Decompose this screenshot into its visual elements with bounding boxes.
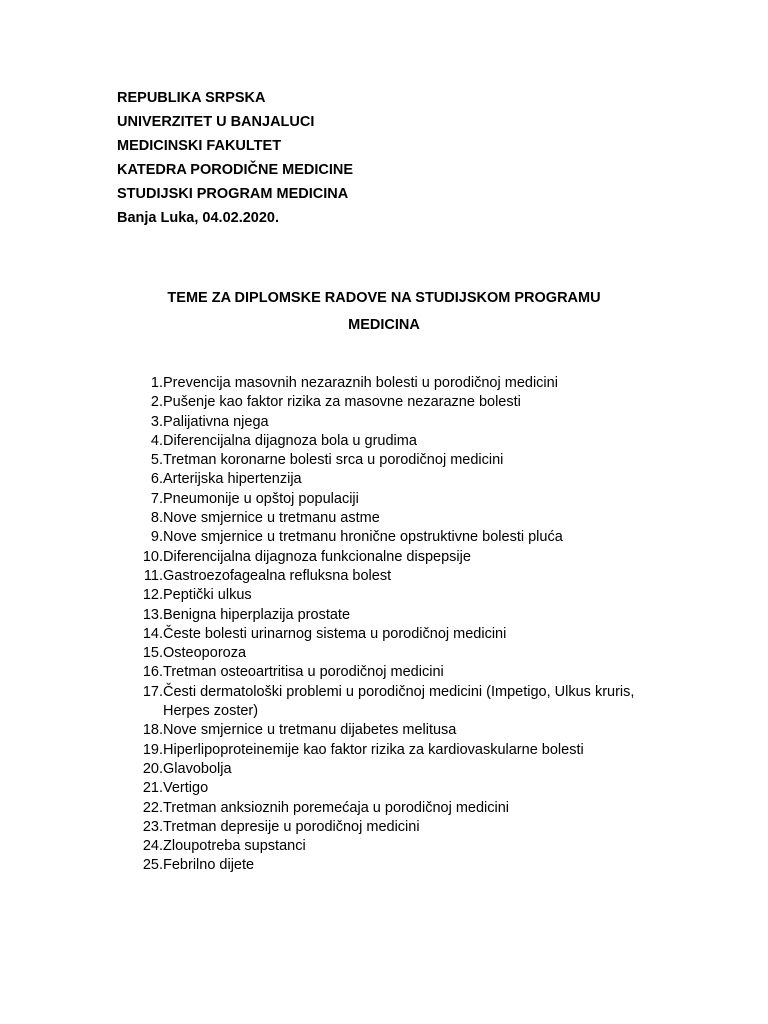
list-item xyxy=(117,779,637,798)
topic-number: 14. xyxy=(142,625,163,642)
topic-text: Vertigo xyxy=(163,780,209,797)
topic-number: 6. xyxy=(150,471,163,488)
document-title-line-2: MEDICINA xyxy=(348,317,420,333)
topic-text: Osteoporoza xyxy=(163,645,247,662)
topic-number: 24. xyxy=(142,838,163,855)
list-item xyxy=(117,741,637,760)
list-item xyxy=(117,586,637,605)
list-item xyxy=(117,548,637,567)
topic-number: 18. xyxy=(142,722,163,739)
topic-text: Gastroezofagealna refluksna bolest xyxy=(163,567,392,584)
topic-text: Zloupotreba supstanci xyxy=(163,838,306,855)
header-university: UNIVERZITET U BANJALUCI xyxy=(117,114,315,130)
list-item xyxy=(117,625,637,644)
list-item xyxy=(117,856,637,875)
topic-text: Česte bolesti urinarnog sistema u porodičnoj medicini xyxy=(163,625,507,642)
topic-number: 10. xyxy=(142,548,163,565)
topic-text: Tretman anksioznih poremećaja u porodičnoj medicini xyxy=(163,799,510,816)
topic-text: Prevencija masovnih nezaraznih bolesti u porodičnoj medicini xyxy=(163,375,558,391)
topic-text: Palijativna njega xyxy=(163,413,269,430)
topic-text: Diferencijalna dijagnoza bola u grudima xyxy=(163,432,417,449)
list-item xyxy=(117,470,637,489)
topic-text: Nove smjernice u tretmanu hronične opstruktivne bolesti pluća xyxy=(163,529,563,546)
topic-text: Diferencijalna dijagnoza funkcionalne dispepsije xyxy=(163,548,471,565)
list-item xyxy=(117,818,637,837)
topic-number: 13. xyxy=(142,606,163,623)
list-item xyxy=(117,413,637,432)
list-item xyxy=(117,606,637,625)
topic-text: Benigna hiperplazija prostate xyxy=(163,606,351,623)
list-item xyxy=(117,721,637,740)
header-department: KATEDRA PORODIČNE MEDICINE xyxy=(117,162,354,178)
topic-number: 1. xyxy=(150,375,163,391)
header-study-program: STUDIJSKI PROGRAM MEDICINA xyxy=(117,186,349,202)
list-item xyxy=(117,432,637,451)
header-faculty: MEDICINSKI FAKULTET xyxy=(117,138,282,154)
topic-number: 3. xyxy=(150,413,163,430)
list-item xyxy=(117,451,637,470)
topic-number: 8. xyxy=(150,510,163,527)
topic-number: 2. xyxy=(150,394,163,411)
topic-number: 25. xyxy=(142,857,163,874)
topic-text: Pneumonije u opštoj populaciji xyxy=(163,490,359,507)
list-item xyxy=(117,490,637,509)
topic-text: Tretman koronarne bolesti srca u porodičnoj medicini xyxy=(163,452,504,469)
list-item xyxy=(117,760,637,779)
list-item xyxy=(117,644,637,663)
topic-number: 7. xyxy=(150,490,163,507)
topic-text: Česti dermatološki problemi u porodičnoj medicini (Impetigo, Ulkus kruris, Herpes zoster) xyxy=(163,683,635,720)
topic-number: 11. xyxy=(143,567,163,584)
list-item xyxy=(117,837,637,856)
thesis-topics-list xyxy=(117,374,637,876)
topic-number: 21. xyxy=(142,780,163,797)
topic-text: Nove smjernice u tretmanu astme xyxy=(163,510,380,527)
topic-text: Glavobolja xyxy=(163,760,232,777)
topic-number: 17. xyxy=(142,683,163,700)
topic-text: Febrilno dijete xyxy=(163,857,255,874)
topic-number: 20. xyxy=(142,760,163,777)
topic-text: Peptički ulkus xyxy=(163,587,252,604)
list-item xyxy=(117,374,637,393)
list-item xyxy=(117,393,637,412)
topic-number: 19. xyxy=(142,741,163,758)
institution-header xyxy=(117,86,353,230)
topic-number: 9. xyxy=(150,529,163,546)
topic-text: Nove smjernice u tretmanu dijabetes melitusa xyxy=(163,722,457,739)
topic-number: 16. xyxy=(142,664,163,681)
topic-text: Arterijska hipertenzija xyxy=(163,471,302,488)
header-republic: REPUBLIKA SRPSKA xyxy=(117,90,266,106)
topic-number: 5. xyxy=(150,452,163,469)
topic-text: Tretman osteoartritisa u porodičnoj medicini xyxy=(163,664,444,681)
document-title xyxy=(0,285,768,339)
document-title-line-1: TEME ZA DIPLOMSKE RADOVE NA STUDIJSKOM PROGRAMU xyxy=(167,290,601,306)
list-item xyxy=(117,528,637,547)
topic-text: Tretman depresije u porodičnoj medicini xyxy=(163,818,420,835)
header-place-date: Banja Luka, 04.02.2020. xyxy=(117,210,280,226)
topic-text: Hiperlipoproteinemije kao faktor rizika za kardiovaskularne bolesti xyxy=(163,741,584,758)
list-item xyxy=(117,663,637,682)
topic-number: 23. xyxy=(142,818,163,835)
topic-number: 15. xyxy=(142,645,163,662)
list-item xyxy=(117,567,637,586)
topic-number: 4. xyxy=(150,432,163,449)
topic-number: 12. xyxy=(142,587,163,604)
list-item xyxy=(117,683,637,722)
topic-text: Pušenje kao faktor rizika za masovne nezarazne bolesti xyxy=(163,394,521,411)
list-item xyxy=(117,509,637,528)
list-item xyxy=(117,799,637,818)
topic-number: 22. xyxy=(142,799,163,816)
